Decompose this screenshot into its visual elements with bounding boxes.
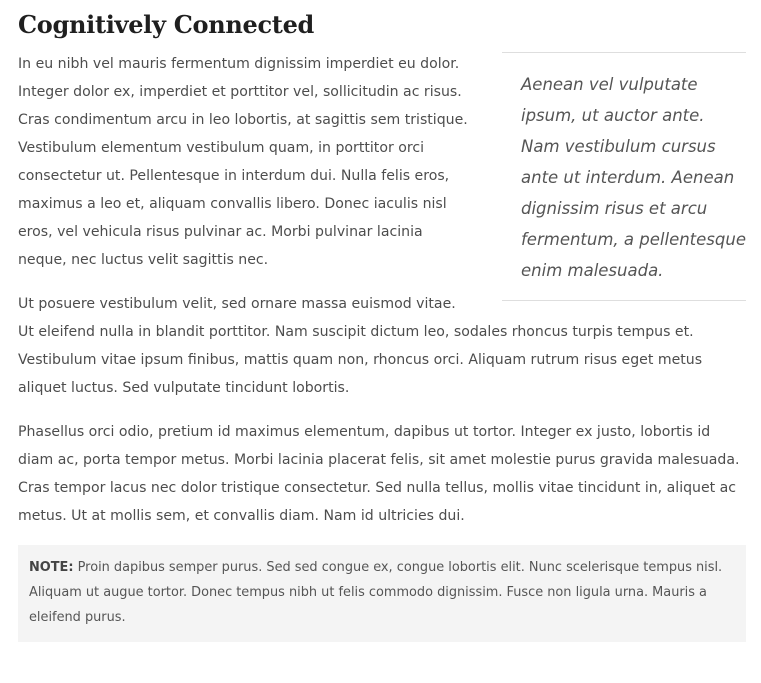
note-box <box>18 545 746 642</box>
pull-quote: Aenean vel vulputate ipsum, ut auctor ante. Nam vestibulum cursus ante ut interdum. Aenean dignissim risus et arcu fermentum, a pellentesque enim malesuada. <box>502 52 746 301</box>
article-title: Cognitively Connected <box>18 10 315 39</box>
body-paragraph-3: Phasellus orci odio, pretium id maximus elementum, dapibus ut tortor. Integer ex justo, lobortis id diam ac, porta tempor metus. Morbi lacinia placerat felis, sit amet molestie purus gravida malesuada. Cras tempor lacus nec dolor tristique consectetur. Sed nulla tellus, mollis vitae tincidunt in, aliquet ac metus. Ut at mollis sem, et convallis diam. Nam id ultricies dui. <box>18 424 740 524</box>
body-paragraph-2: Ut posuere vestibulum velit, sed ornare massa euismod vitae. Ut eleifend nulla in blandit porttitor. Nam suscipit dictum leo, sodales rhoncus turpis tempus et. Vestibulum vitae ipsum finibus, mattis quam non, rhoncus orci. Aliquam rutrum risus eget metus aliquet luctus. Sed vulputate tincidunt lobortis. <box>18 296 703 396</box>
body-paragraph-1: In eu nibh vel mauris fermentum dignissim imperdiet eu dolor. Integer dolor ex, imperdiet et porttitor vel, sollicitudin ac risus. Cras condimentum arcu in leo lobortis, at sagittis sem tristique. Vestibulum elementum vestibulum quam, in porttitor orci consectetur ut. Pellentesque in interdum dui. Nulla felis eros, maximus a leo et, aliquam convallis libero. Donec iaculis nisl eros, vel vehicula risus pulvinar ac. Morbi pulvinar lacinia neque, nec luctus velit sagittis nec. <box>18 56 468 268</box>
article <box>18 0 746 642</box>
note-label: NOTE: <box>29 560 74 575</box>
note-text: Proin dapibus semper purus. Sed sed congue ex, congue lobortis elit. Nunc scelerisque tempus nisl. Aliquam ut augue tortor. Donec tempus nibh ut felis commodo dignissim. Fusce non ligula urna. Mauris a eleifend purus. <box>29 560 723 625</box>
